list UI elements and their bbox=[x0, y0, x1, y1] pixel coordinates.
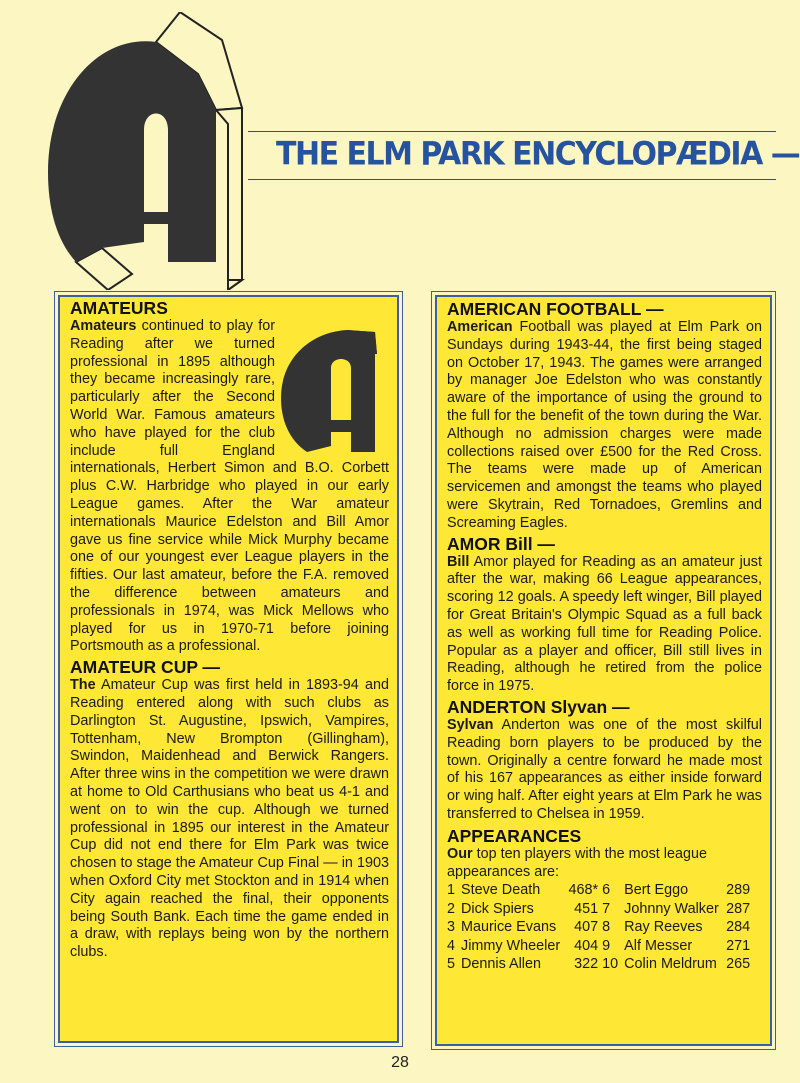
player-name-cell: Maurice Evans bbox=[461, 919, 557, 936]
appearances-cell: 407 bbox=[574, 919, 599, 936]
appearances-heading: APPEARANCES bbox=[447, 825, 582, 846]
big-a-letter-icon bbox=[48, 12, 248, 290]
player-name-cell: Ray Reeves bbox=[624, 919, 703, 936]
rank-cell: 2 bbox=[447, 900, 456, 917]
appearances-cell: 322 bbox=[574, 956, 599, 973]
table-row bbox=[447, 955, 750, 974]
small-a-letter-icon bbox=[281, 328, 385, 452]
rank-cell: 10 bbox=[602, 956, 619, 973]
rank-cell: 7 bbox=[602, 900, 611, 917]
rank-cell: 8 bbox=[602, 919, 611, 936]
page-title: THE ELM PARK ENCYCLOPÆDIA — bbox=[276, 136, 800, 174]
appearances-cell: 271 bbox=[726, 937, 751, 954]
player-name-cell: Jimmy Wheeler bbox=[461, 937, 561, 954]
rank-cell: 9 bbox=[602, 937, 611, 954]
amateurs-heading: AMATEURS bbox=[70, 298, 168, 318]
amateur-cup-text: The Amateur Cup was first held in 1893-94 and Reading entered along with such clubs as Darlington St. Augustine, Ipswich, Vampires, Tottenham, New Brompton (Gillingham), Swindon, Maidenhead and Berwick Rangers. After three wins in the competition we were drawn at home to Old Carthusians who beat us 4-1 and went on to win the cup. Although we turned professional in 1895 our interest in the Amateur Cup did not end there for Elm Park was twice chosen to stage the Amateur Cup Final — in 1903 when Oxford City met Stockton and in 1914 when City again reached the final, their opponents being South Bank. Each time the game ended in a draw, with replays being won by the northern clubs. bbox=[70, 677, 389, 961]
appearances-cell: 265 bbox=[726, 956, 751, 973]
player-name-cell: Bert Eggo bbox=[624, 882, 689, 899]
rank-cell: 6 bbox=[602, 882, 611, 899]
american-football-heading: AMERICAN FOOTBALL — bbox=[447, 299, 664, 319]
title-rule-top bbox=[248, 131, 776, 132]
amor-text: Bill Amor played for Reading as an amateur just after the war, making 66 League appearances, scoring 12 goals. A speedy left winger, Bill played for Great Britain's Olympic Squad as a full back as well as working full time for Reading Police. Popular as a player and officer, Bill still lives in Reading, although he retired from the police force in 1975. bbox=[447, 553, 762, 695]
rank-cell: 1 bbox=[447, 882, 456, 899]
player-name-cell: Dennis Allen bbox=[461, 956, 541, 973]
right-column-panel bbox=[435, 295, 772, 1046]
player-name-cell: Alf Messer bbox=[624, 937, 693, 954]
appearances-cell: 468* bbox=[568, 882, 599, 899]
player-name-cell: Colin Meldrum bbox=[624, 956, 717, 973]
rank-cell: 3 bbox=[447, 919, 456, 936]
rank-cell: 5 bbox=[447, 956, 456, 973]
left-column-panel bbox=[58, 295, 399, 1043]
appearances-cell: 287 bbox=[726, 900, 751, 917]
table-row bbox=[447, 918, 750, 937]
amateur-cup-heading: AMATEUR CUP — bbox=[70, 657, 221, 678]
rank-cell: 4 bbox=[447, 937, 456, 954]
appearances-cell: 284 bbox=[726, 919, 751, 936]
title-rule-bottom bbox=[248, 179, 776, 180]
anderton-text: Sylvan Anderton was one of the most skilful Reading born players to be produced by the town. Originally a centre forward he made most of his 167 appearances as either inside forward or wing half. After eight years at Elm Park he was transferred to Chelsea in 1959. bbox=[447, 716, 762, 822]
page-number: 28 bbox=[391, 1054, 409, 1071]
player-name-cell: Steve Death bbox=[461, 882, 541, 899]
table-row bbox=[447, 881, 750, 900]
appearances-cell: 404 bbox=[574, 937, 599, 954]
table-row bbox=[447, 900, 750, 919]
anderton-heading: ANDERTON Slyvan — bbox=[447, 696, 630, 717]
amor-heading: AMOR Bill — bbox=[447, 533, 555, 554]
appearances-cell: 289 bbox=[726, 882, 751, 899]
amateurs-text: Amateurs continued to play for Reading after we turned professional in 1895 although they became increasingly rare, particularly after the Second World War. Famous amateurs who have played for the club include full England internationals, Herbert Simon and B.O. Corbett plus C.W. Harbridge who played in our early League games. After the War amateur internationals Maurice Edelston and Bill Amor gave us fine service while Mick Murphy became one of our youngest ever League players in the fifties. Our last amateur, before the F.A. removed the difference between amateurs and professionals in 1974, was Mick Mellows who played for us in 1970-71 before joining Portsmouth as a professional. bbox=[70, 318, 389, 655]
player-name-cell: Dick Spiers bbox=[461, 900, 534, 917]
appearances-cell: 451 bbox=[574, 900, 599, 917]
table-row bbox=[447, 937, 750, 956]
player-name-cell: Johnny Walker bbox=[624, 900, 719, 917]
appearances-text: Our top ten players with the most league appearances are: bbox=[447, 845, 707, 880]
appearances-table bbox=[447, 881, 750, 974]
american-football-text: American Football was played at Elm Park on Sundays during 1943-44, the first being staged on October 17, 1943. The games were arranged by manager Joe Edelston who was constantly aware of the importance of using the ground to the full for the benefit of the town during the War. Although no admission charges were made collections raised over £500 for the Red Cross. The teams were made up of American servicemen and amongst the teams who played were Skytrain, Red Tornadoes, Gremlins and Screaming Eagles. bbox=[447, 319, 762, 531]
